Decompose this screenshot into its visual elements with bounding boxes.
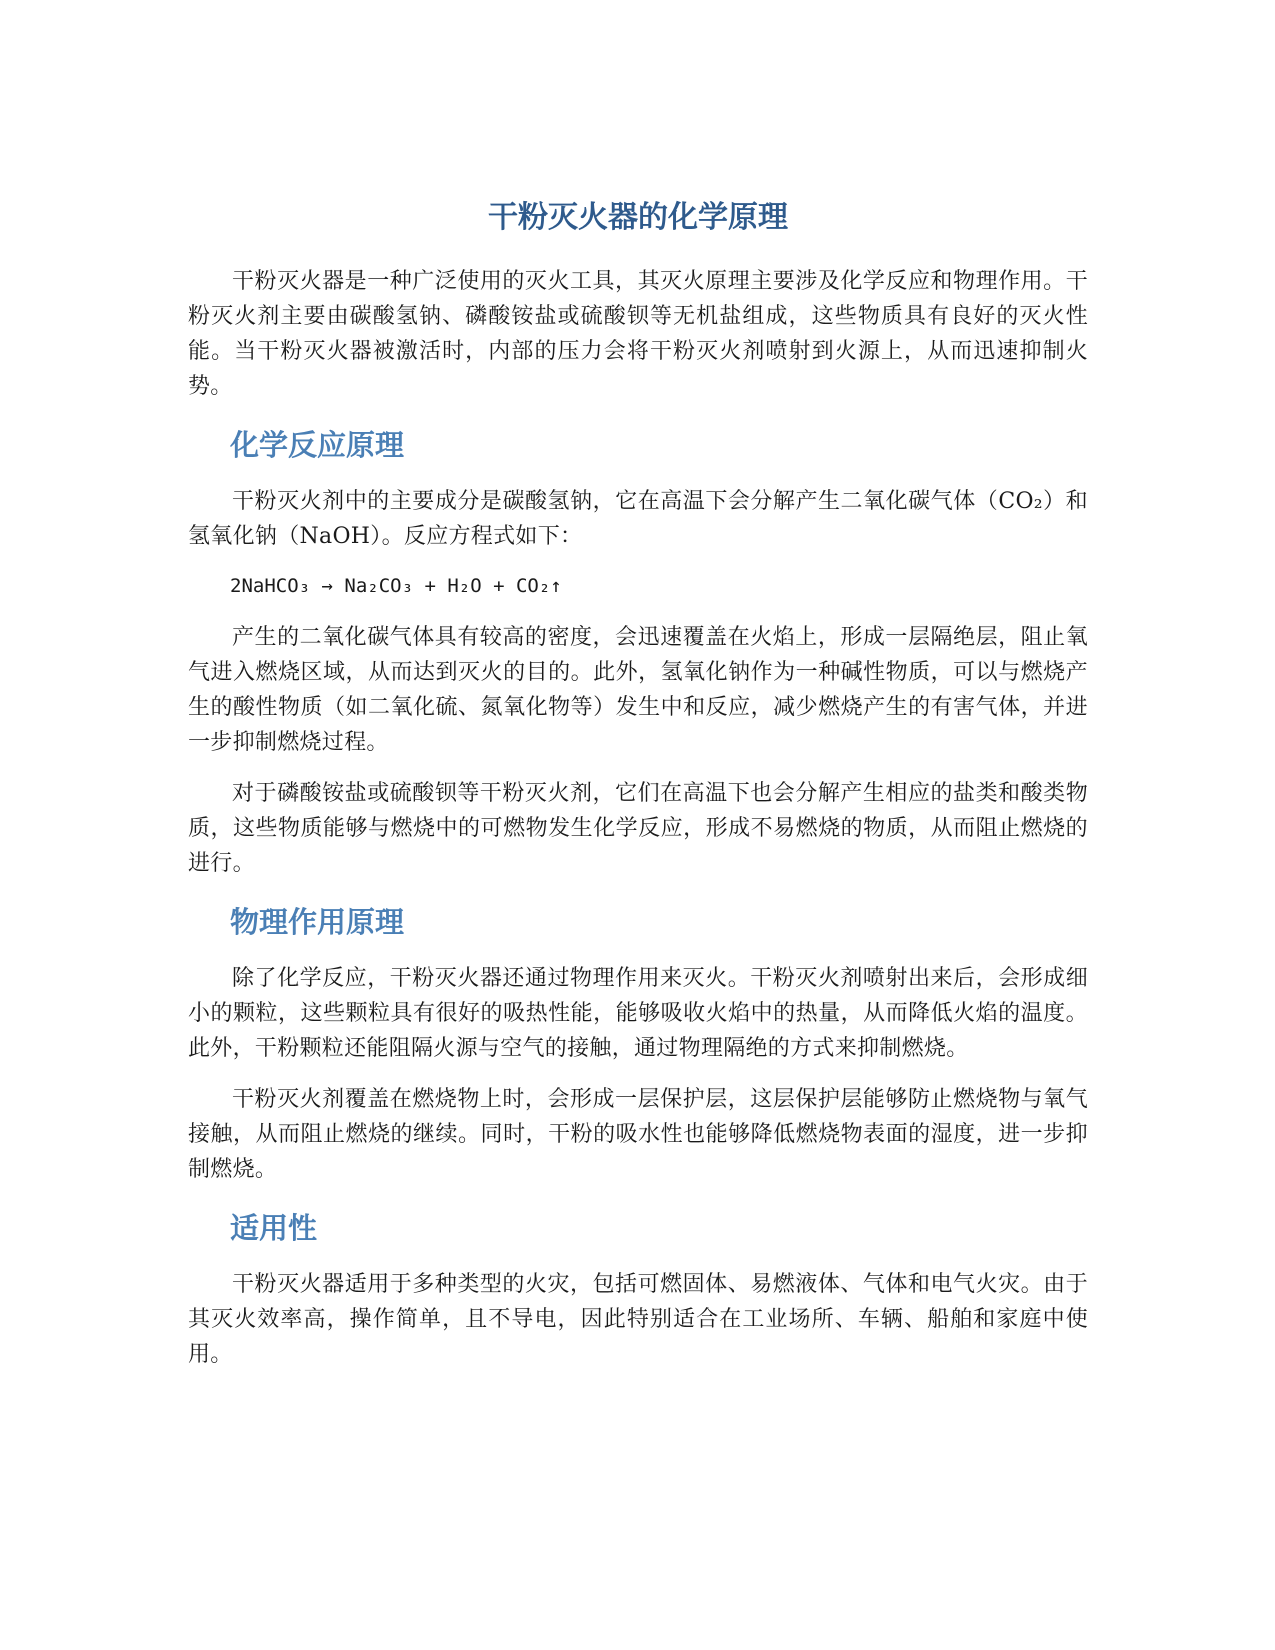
document-body [188, 196, 1088, 1388]
reaction-equation: 2NaHCO₃ → Na₂CO₃ + H₂O + CO₂↑ [230, 575, 562, 597]
paragraph: 干粉灭火器适用于多种类型的火灾，包括可燃固体、易燃液体、气体和电气火灾。由于其灭火效率高，操作简单，且不导电，因此特别适合在工业场所、车辆、船舶和家庭中使用。 [188, 1272, 1088, 1367]
paragraph: 干粉灭火剂中的主要成分是碳酸氢钠，它在高温下会分解产生二氧化碳气体（CO₂）和氢氧化钠（NaOH）。反应方程式如下： [188, 489, 1088, 549]
section-heading-physical-action: 物理作用原理 [230, 905, 405, 939]
section-heading-applicability: 适用性 [230, 1211, 318, 1245]
document-title: 干粉灭火器的化学原理 [488, 200, 788, 235]
intro-paragraph: 干粉灭火器是一种广泛使用的灭火工具，其灭火原理主要涉及化学反应和物理作用。干粉灭火剂主要由碳酸氢钠、磷酸铵盐或硫酸钡等无机盐组成，这些物质具有良好的灭火性能。当干粉灭火器被激活时，内部的压力会将干粉灭火剂喷射到火源上，从而迅速抑制火势。 [188, 269, 1088, 399]
paragraph: 干粉灭火剂覆盖在燃烧物上时，会形成一层保护层，这层保护层能够防止燃烧物与氧气接触，从而阻止燃烧的继续。同时，干粉的吸水性也能够降低燃烧物表面的湿度，进一步抑制燃烧。 [188, 1087, 1088, 1182]
paragraph: 对于磷酸铵盐或硫酸钡等干粉灭火剂，它们在高温下也会分解产生相应的盐类和酸类物质，这些物质能够与燃烧中的可燃物发生化学反应，形成不易燃烧的物质，从而阻止燃烧的进行。 [188, 781, 1088, 876]
paragraph: 除了化学反应，干粉灭火器还通过物理作用来灭火。干粉灭火剂喷射出来后，会形成细小的颗粒，这些颗粒具有很好的吸热性能，能够吸收火焰中的热量，从而降低火焰的温度。此外，干粉颗粒还能阻隔火源与空气的接触，通过物理隔绝的方式来抑制燃烧。 [188, 966, 1088, 1061]
section-heading-chemical-reaction: 化学反应原理 [230, 428, 405, 462]
paragraph: 产生的二氧化碳气体具有较高的密度，会迅速覆盖在火焰上，形成一层隔绝层，阻止氧气进入燃烧区域，从而达到灭火的目的。此外，氢氧化钠作为一种碱性物质，可以与燃烧产生的酸性物质（如二氧化硫、氮氧化物等）发生中和反应，减少燃烧产生的有害气体，并进一步抑制燃烧过程。 [188, 625, 1088, 755]
